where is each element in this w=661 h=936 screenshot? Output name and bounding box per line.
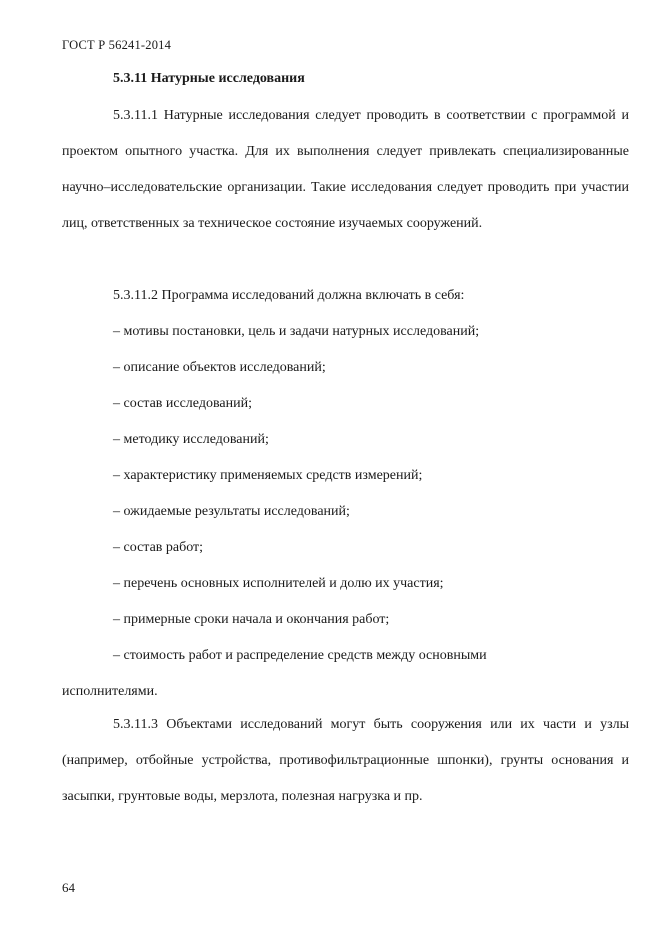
- list-item: – методику исследований;: [113, 432, 269, 447]
- list-item: – характеристику применяемых средств измерений;: [113, 468, 423, 483]
- list-item: – состав работ;: [113, 540, 204, 555]
- paragraph-5-3-11-1: 5.3.11.1 Натурные исследования следует проводить в соответствии с программой и проектом опытного участка. Для их выполнения следует привлекать специализированные научно–исследовательские организации. Такие исследования следует проводить при участии лиц, ответственных за техническое состояние изучаемых сооружений.: [62, 108, 629, 231]
- list-item: – состав исследований;: [113, 396, 252, 411]
- document-header: ГОСТ Р 56241-2014: [62, 38, 172, 52]
- list-item: – описание объектов исследований;: [113, 360, 326, 375]
- page-number: 64: [62, 880, 75, 895]
- paragraph-5-3-11-3: 5.3.11.3 Объектами исследований могут быть сооружения или их части и узлы (например, отбойные устройства, противофильтрационные шпонки), грунты основания и засыпки, грунтовые воды, мерзлота, полезная нагрузка и пр.: [62, 717, 629, 804]
- list-item-last-continuation: исполнителями.: [62, 684, 158, 699]
- section-title: 5.3.11 Натурные исследования: [113, 71, 305, 86]
- paragraph-5-3-11-2-intro: 5.3.11.2 Программа исследований должна включать в себя:: [113, 288, 465, 303]
- list-item: – перечень основных исполнителей и долю их участия;: [113, 576, 444, 591]
- list-item: – мотивы постановки, цель и задачи натурных исследований;: [113, 324, 480, 339]
- list-item-last: – стоимость работ и распределение средств между основными: [113, 648, 487, 663]
- list-item: – ожидаемые результаты исследований;: [113, 504, 350, 519]
- list-item: – примерные сроки начала и окончания работ;: [113, 612, 390, 627]
